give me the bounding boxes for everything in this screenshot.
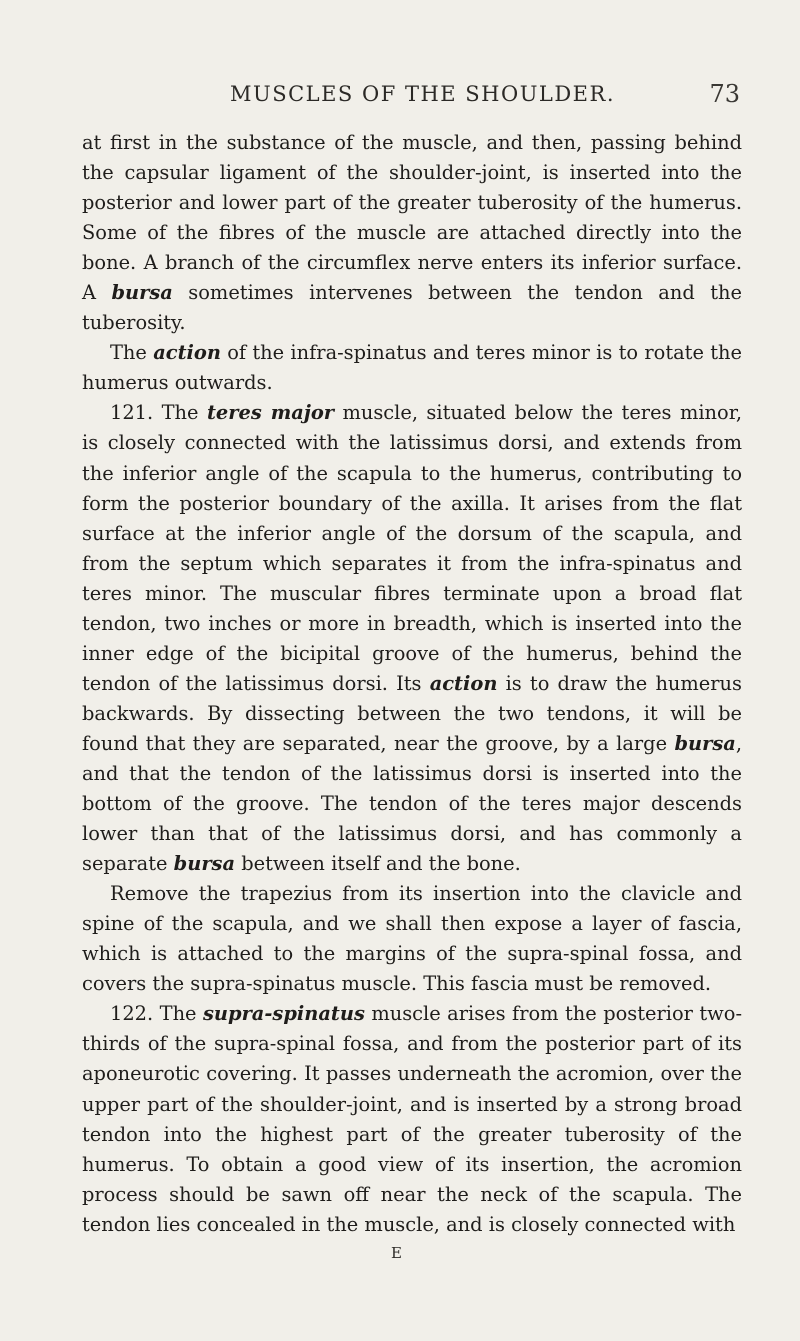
body-text <box>82 128 742 1240</box>
emphasis-term: action <box>429 671 498 695</box>
emphasis-term: bursa <box>674 731 736 755</box>
text-run: The <box>110 341 154 365</box>
emphasis-term: supra-spinatus <box>203 1002 365 1026</box>
text-run: between itself and the bone. <box>235 852 521 876</box>
paragraph-section-121 <box>82 398 742 879</box>
text-run: of the infra-spinatus and teres minor is to rotate the humerus outwards. <box>82 341 742 395</box>
running-head: MUSCLES OF THE SHOULDER. <box>230 82 615 106</box>
text-run: 122. The <box>110 1002 203 1026</box>
paragraph <box>82 128 742 338</box>
page-number: 73 <box>709 80 740 108</box>
text-run: is to draw the humerus backwards. By dissecting between the two tendons, it will be found that they are separated, near the groove, by a large <box>82 671 742 755</box>
emphasis-term: bursa <box>173 852 236 876</box>
text-run: muscle, situated below the teres minor, is closely connected with the latissimus dorsi, and extends from the inferior angle of the scapula to the humerus, contributing to form the posterior boundary of the axilla. It arises from the flat surface at the inferior angle of the dorsum of the scapula, and from the septum which separates it from the infra-spinatus and teres minor. The muscular fibres terminate upon a broad flat tendon, two inches or more in breadth, which is inserted into the inner edge of the bicipital groove of the humerus, behind the tendon of the latissimus dorsi. Its <box>82 401 742 695</box>
text-run: muscle arises from the posterior two-thirds of the supra-spinal fossa, and from the posterior part of its aponeurotic covering. It passes underneath the acromion, over the upper part of the shoulder-joint, and is inserted by a strong broad tendon into the highest part of the greater tuberosity of the humerus. To obtain a good view of its insertion, the acromion process should be sawn off near the neck of the scapula. The tendon lies concealed in the muscle, and is closely connected with <box>82 1002 743 1236</box>
signature-mark: E <box>391 1244 402 1262</box>
emphasis-term: bursa <box>111 281 173 305</box>
page-header <box>80 82 740 118</box>
text-run: at first in the substance of the muscle, and then, passing behind the capsular ligament of the shoulder-joint, is inserted into the posterior and lower part of the greater tuberosity of the humerus. Some of the fibres of the muscle are attached directly into the bone. A branch of the circumflex nerve enters its inferior surface. A <box>82 131 742 305</box>
emphasis-term: teres major <box>206 401 335 425</box>
paragraph <box>82 338 742 398</box>
paragraph <box>82 879 742 999</box>
emphasis-term: action <box>153 341 221 365</box>
text-run: sometimes intervenes between the tendon and the tuberosity. <box>82 281 742 335</box>
text-run: 121. The <box>110 401 207 425</box>
text-run: , and that the tendon of the latissimus dorsi is inserted into the bottom of the groove. The tendon of the teres major descends lower than that of the latissimus dorsi, and has commonly a separate <box>82 731 742 876</box>
paragraph-section-122 <box>82 999 742 1239</box>
text-run: Remove the trapezius from its insertion into the clavicle and spine of the scapula, and we shall then expose a layer of fascia, which is attached to the margins of the supra-spinal fossa, and covers the supra-spinatus muscle. This fascia must be removed. <box>82 882 742 996</box>
